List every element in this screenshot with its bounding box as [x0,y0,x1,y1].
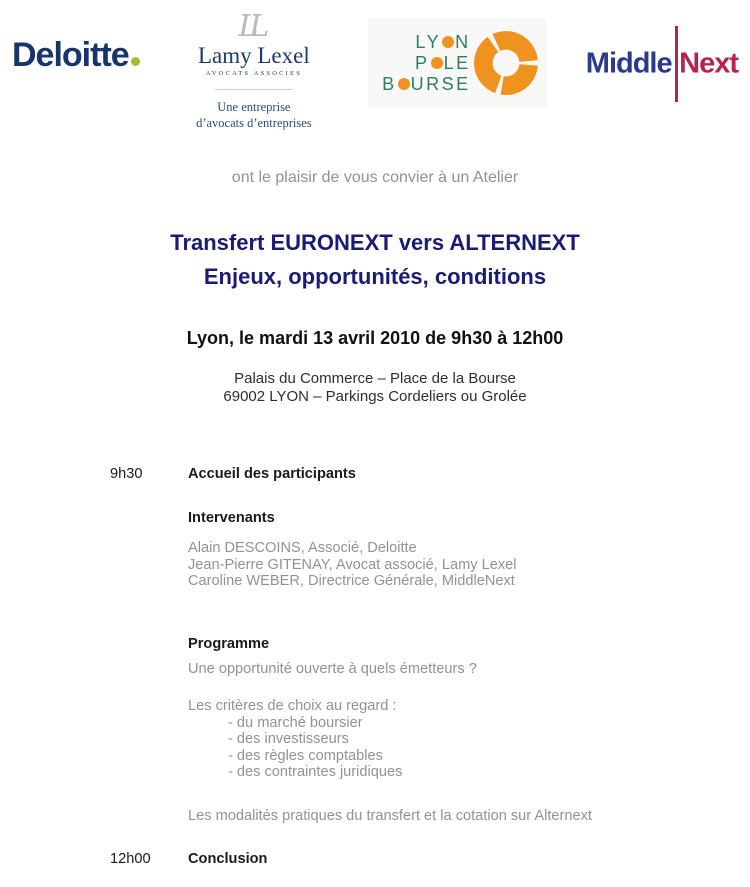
agenda-end-time: 12h00 [110,851,151,867]
criteria-item: - des investisseurs [228,731,349,747]
lamy-lexel-logo [179,9,329,131]
venue-line1: Palais du Commerce – Place de la Bourse [234,370,516,387]
criteria-item: - des règles comptables [228,747,383,764]
lamy-lexel-monogram-icon: LL [238,9,261,44]
event-venue [0,370,750,405]
middlenext-vertical-bar-icon [675,26,679,102]
agenda [110,466,720,868]
speaker-item: Caroline WEBER, Directrice Générale, MiddleNext [188,573,515,589]
segmented-ring-icon [473,30,539,96]
lamy-lexel-tagline-line2: d’avocats d’entreprises [196,116,312,130]
event-datetime: Lyon, le mardi 13 avril 2010 de 9h30 à 12h00 [186,328,564,348]
divider [215,89,293,90]
lyon-pole-bourse-wordmark [382,32,471,95]
deloitte-logo [12,36,140,75]
lamy-lexel-tagline [179,99,329,131]
programme-heading: Programme [188,635,270,652]
lamy-lexel-subtitle: AVOCATS ASSOCIES [205,70,303,77]
agenda-end-heading: Conclusion [188,851,268,867]
page-title [0,226,750,294]
orange-dot-icon [431,57,443,69]
programme-intro: Une opportunité ouverte à quels émetteurs ? [188,660,477,677]
intro-line: ont le plaisir de vous convier à un Atelier [231,169,519,186]
middlenext-wordmark-next: Next [679,47,738,80]
speaker-item: Alain DESCOINS, Associé, Deloitte [188,540,417,556]
orange-dot-icon [398,78,410,90]
lpb-line-pole: P LE [415,52,471,73]
agenda-row-end [110,851,720,868]
speakers-list [188,540,720,590]
title-line2: Enjeux, opportunités, conditions [203,264,547,289]
lamy-lexel-tagline-line1: Une entreprise [217,100,291,114]
middlenext-logo [586,26,738,102]
deloitte-green-dot-icon [131,57,140,66]
middlenext-wordmark-middle: Middle [585,47,672,80]
speaker-item: Jean-Pierre GITENAY, Avocat associé, Lamy Lexel [188,556,517,573]
lpb-line-bourse: B URSE [382,73,471,94]
agenda-start-heading: Accueil des participants [188,466,356,482]
agenda-start-time: 9h30 [110,466,143,482]
criteria-item: - des contraintes juridiques [228,764,403,780]
intervenants-heading: Intervenants [188,510,275,526]
criteria-heading: Les critères de choix au regard : [188,698,397,714]
criteria-list [188,715,720,781]
orange-dot-icon [442,36,454,48]
lpb-line-lyon: LY N [415,31,471,52]
deloitte-wordmark: Deloitte [12,36,129,74]
venue-line2: 69002 LYON – Parkings Cordeliers ou Grolée [223,387,527,405]
lamy-lexel-wordmark: Lamy Lexel [197,43,310,68]
modalites-text: Les modalités pratiques du transfert et la cotation sur Alternext [188,807,592,824]
logos-row [0,0,750,130]
lyon-pole-bourse-logo [368,18,547,108]
title-line1: Transfert EURONEXT vers ALTERNEXT [170,230,580,255]
criteria-item: - du marché boursier [228,714,363,731]
agenda-row-start [110,466,720,483]
